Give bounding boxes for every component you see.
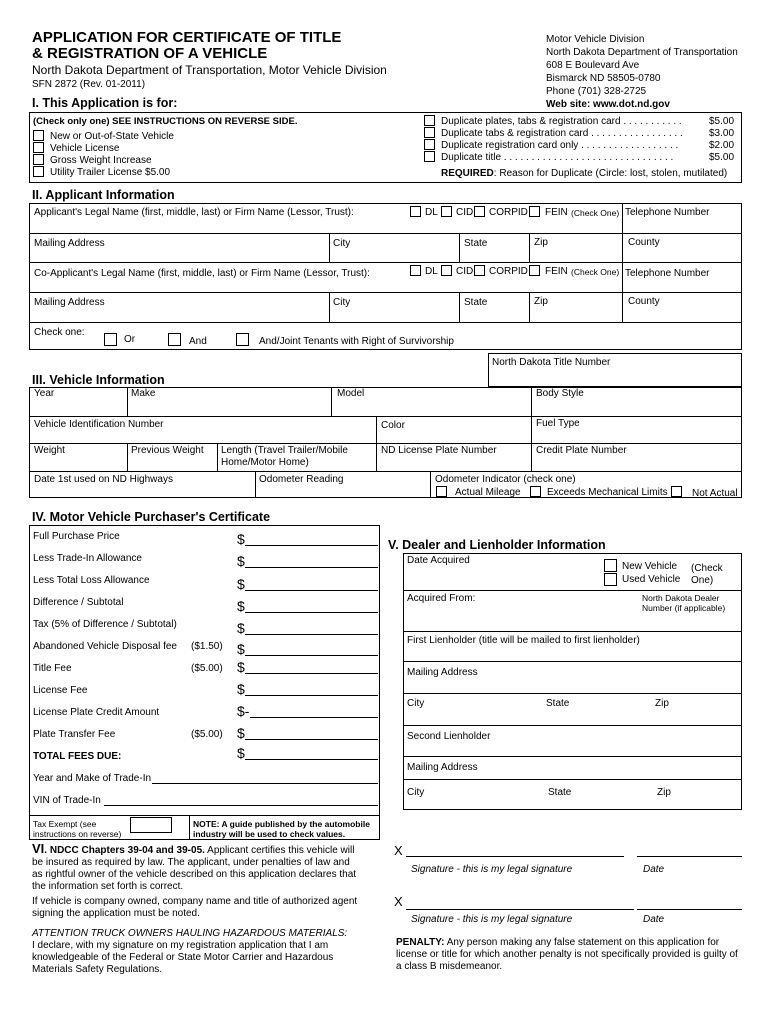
ownership-or-checkbox[interactable] xyxy=(104,333,117,346)
signature-date-line[interactable] xyxy=(637,856,742,857)
vehicle-model-label: Model xyxy=(337,388,365,399)
trade-in-vin-label: VIN of Trade-In xyxy=(33,795,101,806)
coapplicant-mailing-address-label: Mailing Address xyxy=(34,297,105,308)
fee-row-dollar: $ xyxy=(237,531,245,547)
trade-in-vin-line[interactable] xyxy=(104,805,378,806)
penalty-text: PENALTY: Any person making any false statement on this application for license or title for which another penalty is not specifically provided is guilty of a class B misdemeanor. xyxy=(396,937,738,972)
new-vehicle-label: New Vehicle xyxy=(622,561,678,572)
option-checkbox-new[interactable] xyxy=(33,130,44,141)
note-label-2: industry will be used to check values. xyxy=(193,829,346,839)
fee-row-dollar: $ xyxy=(237,641,245,657)
option-checkbox-license[interactable] xyxy=(33,142,44,153)
vehicle-fuel-type-label: Fuel Type xyxy=(536,418,580,429)
section-2-heading: II. Applicant Information xyxy=(32,188,175,202)
duplicate-label-plates: Duplicate plates, tabs & registration card . . . . . . . . . . . xyxy=(441,116,682,127)
fee-row-line[interactable] xyxy=(245,634,378,635)
fee-row-label: Difference / Subtotal xyxy=(33,597,124,608)
fee-row-label: Plate Transfer Fee xyxy=(33,729,116,740)
vehicle-check-one-2: One) xyxy=(691,575,714,586)
first-lienholder-zip-label: Zip xyxy=(655,698,669,709)
dealer-number-label-1: North Dakota Dealer xyxy=(642,593,720,603)
note-label-1: NOTE: A guide published by the automobile xyxy=(193,819,370,829)
fee-row-amount: ($5.00) xyxy=(191,663,223,674)
odometer-actual-checkbox[interactable] xyxy=(436,486,447,497)
ownership-joint-checkbox[interactable] xyxy=(236,333,249,346)
duplicate-checkbox-card[interactable] xyxy=(424,139,435,150)
vehicle-first-used-label: Date 1st used on ND Highways xyxy=(34,474,173,485)
duplicate-checkbox-plates[interactable] xyxy=(424,115,435,126)
fee-row-amount: ($1.50) xyxy=(191,641,223,652)
coapplicant-id-corpid-label: CORPID xyxy=(489,266,528,277)
fee-row-line[interactable] xyxy=(250,717,378,718)
second-lienholder-label: Second Lienholder xyxy=(407,731,491,742)
coapplicant-id-cid-checkbox[interactable] xyxy=(441,265,452,276)
new-vehicle-checkbox[interactable] xyxy=(604,559,617,572)
fee-row-amount: ($5.00) xyxy=(191,729,223,740)
odometer-exceeds-checkbox[interactable] xyxy=(530,486,541,497)
fee-row-label: Abandoned Vehicle Disposal fee xyxy=(33,641,177,652)
agency-phone: Phone (701) 328-2725 xyxy=(546,86,647,97)
coapplicant-name-label: Co-Applicant's Legal Name (first, middle, last) or Firm Name (Lessor, Trust): xyxy=(34,268,370,279)
section-3-heading: III. Vehicle Information xyxy=(32,373,165,387)
second-lienholder-city-label: City xyxy=(407,787,425,798)
certification-text: VI. NDCC Chapters 39-04 and 39-05. Applicant certifies this vehicle will be insured as required by law. The applicant, under penalties of law and as rightful owner of the vehicle described on this application declares that the information set forth is correct. xyxy=(32,841,357,892)
applicant-id-dl-checkbox[interactable] xyxy=(410,206,421,217)
fee-row-dollar: $ xyxy=(237,725,245,741)
applicant-id-corpid-checkbox[interactable] xyxy=(474,206,485,217)
vehicle-previous-weight-label: Previous Weight xyxy=(131,445,204,456)
applicant-state-label: State xyxy=(464,238,488,249)
trade-in-year-label: Year and Make of Trade-In xyxy=(33,773,152,784)
signature-date-caption: Date xyxy=(643,864,665,875)
coapplicant-id-fein-checkbox[interactable] xyxy=(529,265,540,276)
odometer-exceeds-label: Exceeds Mechanical Limits xyxy=(547,487,668,498)
total-fees-label: TOTAL FEES DUE: xyxy=(33,751,122,762)
form-title-line1: APPLICATION FOR CERTIFICATE OF TITLE xyxy=(32,29,342,46)
fee-row-dollar: $- xyxy=(237,703,250,719)
applicant-city-label: City xyxy=(333,238,351,249)
used-vehicle-checkbox[interactable] xyxy=(604,573,617,586)
fee-row-label: Less Total Loss Allowance xyxy=(33,575,150,586)
fee-row-line[interactable] xyxy=(245,655,378,656)
coapplicant-city-label: City xyxy=(333,297,351,308)
fee-row-label: License Plate Credit Amount xyxy=(33,707,160,718)
signature-caption: Signature - this is my legal signature xyxy=(411,864,573,875)
fee-row-line[interactable] xyxy=(245,590,378,591)
fee-row-label: Title Fee xyxy=(33,663,72,674)
duplicate-checkbox-title[interactable] xyxy=(424,151,435,162)
section-1-heading: I. This Application is for: xyxy=(32,96,178,110)
vehicle-weight-label: Weight xyxy=(34,445,65,456)
section-4-heading: IV. Motor Vehicle Purchaser's Certificate xyxy=(32,510,271,524)
odometer-indicator-label: Odometer Indicator (check one) xyxy=(435,474,576,485)
applicant-id-cid-checkbox[interactable] xyxy=(441,206,452,217)
applicant-id-cid-label: CID xyxy=(456,207,474,218)
applicant-id-corpid-label: CORPID xyxy=(489,207,528,218)
vehicle-length-label-1: Length (Travel Trailer/Mobile xyxy=(221,445,348,456)
odometer-not-actual-label: Not Actual xyxy=(692,488,738,499)
section-5-heading: V. Dealer and Lienholder Information xyxy=(388,538,606,552)
odometer-actual-label: Actual Mileage xyxy=(455,487,521,498)
vehicle-check-one-1: (Check xyxy=(691,563,723,574)
form-number: SFN 2872 (Rev. 01-2011) xyxy=(32,79,146,90)
fee-row-dollar: $ xyxy=(237,659,245,675)
section-1-instruction: (Check only one) SEE INSTRUCTIONS ON REVERSE SIDE. xyxy=(33,116,298,127)
applicant-telephone-label: Telephone Number xyxy=(625,207,710,218)
signature-2-x-mark: X xyxy=(394,894,403,909)
duplicate-reason: REQUIRED: Reason for Duplicate (Circle: lost, stolen, mutilated) xyxy=(441,168,728,179)
applicant-county-label: County xyxy=(628,237,660,248)
coapplicant-telephone-label: Telephone Number xyxy=(625,268,710,279)
total-fees-line[interactable] xyxy=(245,759,378,760)
applicant-id-check-one: (Check One) xyxy=(571,208,620,218)
applicant-id-fein-label: FEIN xyxy=(545,207,568,218)
coapplicant-county-label: County xyxy=(628,296,660,307)
duplicate-label-tabs: Duplicate tabs & registration card . . . . . . . . . . . . . . . . . xyxy=(441,128,683,139)
acquired-from-label: Acquired From: xyxy=(407,593,476,604)
duplicate-label-title: Duplicate title . . . . . . . . . . . . . . . . . . . . . . . . . . . . . . . xyxy=(441,152,674,163)
odometer-not-actual-checkbox[interactable] xyxy=(671,486,682,497)
option-label-new: New or Out-of-State Vehicle xyxy=(50,131,174,142)
fee-row-line[interactable] xyxy=(245,612,378,613)
fee-row-line[interactable] xyxy=(245,567,378,568)
signature-2-date-caption: Date xyxy=(643,914,665,925)
option-label-license: Vehicle License xyxy=(50,143,120,154)
duplicate-label-card: Duplicate registration card only . . . . . . . . . . . . . . . . . . xyxy=(441,140,679,151)
option-checkbox-gvw[interactable] xyxy=(33,154,44,165)
title-number-label: North Dakota Title Number xyxy=(492,357,611,368)
first-lienholder-state-label: State xyxy=(546,698,570,709)
applicant-id-fein-checkbox[interactable] xyxy=(529,206,540,217)
fee-row-label: License Fee xyxy=(33,685,88,696)
second-lienholder-state-label: State xyxy=(548,787,572,798)
vehicle-vin-label: Vehicle Identification Number xyxy=(34,419,164,430)
applicant-name-label: Applicant's Legal Name (first, middle, last) or Firm Name (Lessor, Trust): xyxy=(34,207,354,218)
coapplicant-id-check-one: (Check One) xyxy=(571,267,620,277)
agency-department: North Dakota Department of Transportation xyxy=(546,47,738,58)
fee-row-dollar: $ xyxy=(237,576,245,592)
vehicle-odometer-label: Odometer Reading xyxy=(259,474,344,485)
section-4-box xyxy=(29,525,380,840)
signature-2-line[interactable] xyxy=(406,909,634,910)
vehicle-color-label: Color xyxy=(381,420,405,431)
duplicate-price-title: $5.00 xyxy=(709,152,735,163)
ownership-or-label: Or xyxy=(124,334,136,345)
applicant-mailing-address-label: Mailing Address xyxy=(34,238,105,249)
fee-row-dollar: $ xyxy=(237,598,245,614)
ownership-check-one-label: Check one: xyxy=(34,327,85,338)
form-subtitle: North Dakota Department of Transportation, Motor Vehicle Division xyxy=(32,63,387,77)
fee-row-line[interactable] xyxy=(245,695,378,696)
fee-row-line[interactable] xyxy=(245,739,378,740)
first-lienholder-address-label: Mailing Address xyxy=(407,667,478,678)
coapplicant-id-dl-label: DL xyxy=(425,266,438,277)
tax-exempt-checkbox[interactable] xyxy=(130,817,172,833)
second-lienholder-zip-label: Zip xyxy=(657,787,671,798)
vehicle-make-label: Make xyxy=(131,388,156,399)
fee-row-dollar: $ xyxy=(237,681,245,697)
option-checkbox-trailer[interactable] xyxy=(33,166,44,177)
coapplicant-zip-label: Zip xyxy=(534,296,548,307)
vehicle-length-label-2: Home/Motor Home) xyxy=(221,457,309,468)
vehicle-body-style-label: Body Style xyxy=(536,388,584,399)
coapplicant-state-label: State xyxy=(464,297,488,308)
signature-2-caption: Signature - this is my legal signature xyxy=(411,914,573,925)
option-label-trailer: Utility Trailer License $5.00 xyxy=(50,167,171,178)
coapplicant-id-fein-label: FEIN xyxy=(545,266,568,277)
ownership-joint-label: And/Joint Tenants with Right of Survivorship xyxy=(259,336,454,347)
applicant-zip-label: Zip xyxy=(534,237,548,248)
second-lienholder-address-label: Mailing Address xyxy=(407,762,478,773)
signature-line[interactable] xyxy=(406,856,624,857)
duplicate-checkbox-tabs[interactable] xyxy=(424,127,435,138)
fee-row-label: Tax (5% of Difference / Subtotal) xyxy=(33,619,177,630)
coapplicant-id-corpid-checkbox[interactable] xyxy=(474,265,485,276)
applicant-id-dl-label: DL xyxy=(425,207,438,218)
fee-row-line[interactable] xyxy=(245,673,378,674)
ownership-and-label: And xyxy=(189,336,207,347)
agency-city: Bismarck ND 58505-0780 xyxy=(546,73,661,84)
coapplicant-id-cid-label: CID xyxy=(456,266,474,277)
tax-exempt-label-1: Tax Exempt (see xyxy=(33,819,97,829)
vehicle-credit-plate-label: Credit Plate Number xyxy=(536,445,627,456)
trade-in-year-line[interactable] xyxy=(152,783,378,784)
agency-name: Motor Vehicle Division xyxy=(546,34,645,45)
fee-row-line[interactable] xyxy=(245,545,378,546)
signature-2-date-line[interactable] xyxy=(637,909,742,910)
coapplicant-id-dl-checkbox[interactable] xyxy=(410,265,421,276)
duplicate-price-plates: $5.00 xyxy=(709,116,735,127)
tax-exempt-label-2: instructions on reverse) xyxy=(33,829,122,839)
vehicle-plate-number-label: ND License Plate Number xyxy=(381,445,497,456)
fee-row-label: Less Trade-In Allowance xyxy=(33,553,142,564)
signature-x-mark: X xyxy=(394,843,403,858)
option-label-gvw: Gross Weight Increase xyxy=(50,155,152,166)
fee-row-dollar: $ xyxy=(237,620,245,636)
hazmat-text: I declare, with my signature on my registration application that I am knowledgeable of the Federal or State Motor Carrier and Hazardous Materials Safety Regulations. xyxy=(32,940,334,975)
company-owned-text: If vehicle is company owned, company name and title of authorized agent signing the application must be noted. xyxy=(32,896,358,919)
vehicle-year-label: Year xyxy=(34,388,55,399)
form-title-line2: & REGISTRATION OF A VEHICLE xyxy=(32,45,268,62)
used-vehicle-label: Used Vehicle xyxy=(622,574,681,585)
first-lienholder-label: First Lienholder (title will be mailed to first lienholder) xyxy=(407,635,640,646)
agency-website: Web site: www.dot.nd.gov xyxy=(546,99,670,110)
duplicate-price-tabs: $3.00 xyxy=(709,128,735,139)
first-lienholder-city-label: City xyxy=(407,698,425,709)
total-fees-dollar: $ xyxy=(237,745,245,761)
ownership-and-checkbox[interactable] xyxy=(168,333,181,346)
dealer-number-label-2: Number (if applicable) xyxy=(642,603,726,613)
fee-row-label: Full Purchase Price xyxy=(33,531,120,542)
date-acquired-label: Date Acquired xyxy=(407,555,470,566)
hazmat-heading: ATTENTION TRUCK OWNERS HAULING HAZARDOUS MATERIALS: xyxy=(32,928,348,939)
fee-row-dollar: $ xyxy=(237,553,245,569)
agency-street: 608 E Boulevard Ave xyxy=(546,60,640,71)
duplicate-price-card: $2.00 xyxy=(709,140,735,151)
